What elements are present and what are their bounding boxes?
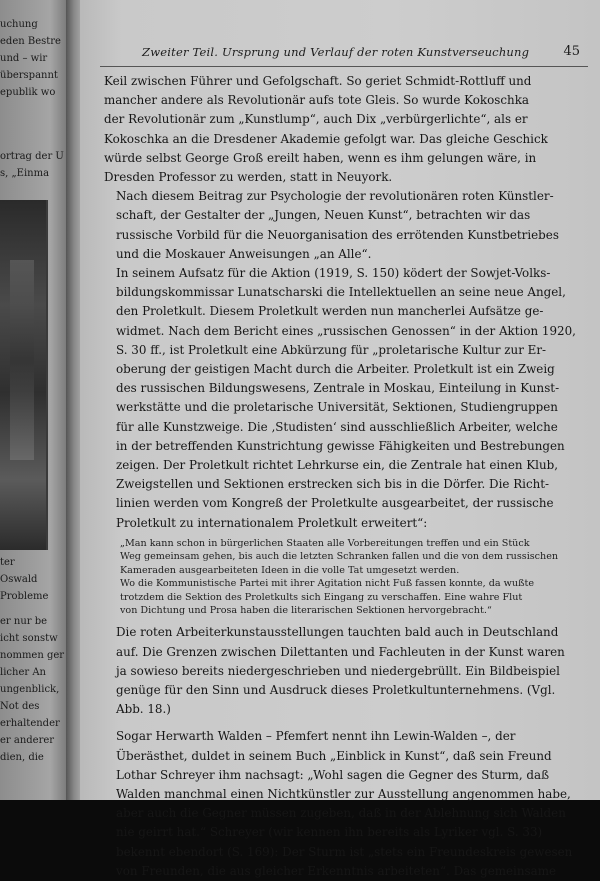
- left-page-line: überspannt: [0, 70, 58, 81]
- text-line: nie geirrt hat.“ Schreyer (wir kennen ihn bereits als Lyriker vgl. S. 33): [116, 825, 543, 840]
- left-page-photo: [0, 200, 48, 550]
- text-line: Zweigstellen und Sektionen erstrecken sich bis in die Dörfer. Die Richt-: [116, 477, 550, 492]
- page-body: [104, 72, 588, 881]
- left-page-line: er nur be: [0, 616, 48, 627]
- text-line: bildungskommissar Lunatscharski die Intellektuellen an seine neue Angel,: [116, 285, 566, 300]
- text-line: und die Moskauer Anweisungen „an Alle“.: [116, 246, 372, 261]
- text-line: Lothar Schreyer ihm nachsagt: „Wohl sagen die Gegner des Sturm, daß: [116, 767, 550, 782]
- left-page-line: ungenblick,: [0, 684, 60, 695]
- text-line: mancher andere als Revolutionär aufs tote Gleis. So wurde Kokoschka: [104, 93, 529, 108]
- text-line: Weg gemeinsam gehen, bis auch die letzten Schranken fallen und die von dem russischen: [120, 551, 559, 563]
- text-line: In seinem Aufsatz für die Aktion (1919, S. 150) ködert der Sowjet-Volks-: [116, 266, 551, 281]
- text-line: Walden manchmal einen Nichtkünstler zur Ausstellung angenommen habe,: [116, 786, 571, 801]
- left-page-line: er anderer: [0, 735, 55, 746]
- left-page-line: dien, die: [0, 752, 44, 763]
- text-line: Proletkult zu internationalem Proletkult erweitert“:: [116, 515, 428, 530]
- text-line: ja sowieso bereits niedergeschrieben und niedergebrüllt. Ein Bildbeispiel: [116, 663, 560, 678]
- left-page-line: Probleme: [0, 591, 49, 602]
- left-page-line: s, „Einma: [0, 168, 50, 179]
- text-line: auf. Die Grenzen zwischen Dilettanten und Fachleuten in der Kunst waren: [116, 644, 565, 659]
- left-page-line: uchung: [0, 19, 38, 30]
- text-line: linien werden vom Kongreß der Proletkulte ausgearbeitet, der russische: [116, 496, 554, 511]
- left-page-line: erhaltender: [0, 718, 60, 729]
- text-line: Die roten Arbeiterkunstausstellungen tauchten bald auch in Deutschland: [116, 625, 559, 640]
- text-line: Überästhet, duldet in seinem Buch „Einblick in Kunst“, daß sein Freund: [116, 748, 552, 763]
- left-page-line: ter: [0, 557, 15, 568]
- text-line: oberung der geistigen Macht durch die Arbeiter. Proletkult ist ein Zweig: [116, 362, 555, 377]
- paragraph-1: [104, 72, 588, 187]
- left-page-line: epublik wo: [0, 87, 56, 98]
- text-line: von Dichtung und Prosa haben die literarischen Sektionen hervorgebracht.“: [120, 604, 492, 616]
- text-line: Kameraden ausgearbeiteten Ideen in die volle Tat umgesetzt werden.: [120, 564, 460, 576]
- header-rule: [100, 66, 588, 67]
- text-line: für alle Kunstzweige. Die ‚Studisten‘ sind ausschließlich Arbeiter, welche: [116, 419, 558, 434]
- text-line: aber auch die Gegner müssen zugeben, daß in der Ablehnung sich Walden: [116, 806, 566, 821]
- text-line: zeigen. Der Proletkult richtet Lehrkurse ein, die Zentrale hat einen Klub,: [116, 458, 559, 473]
- text-line: von Freunden, die aus gleicher Erkenntnis arbeiteten“. Das gemeinsame: [116, 863, 557, 878]
- text-line: in der betreffenden Kunstrichtung gewisse Fähigkeiten und Bestrebungen: [116, 438, 565, 453]
- text-line: Sogar Herwarth Walden – Pfemfert nennt ihn Lewin-Walden –, der: [116, 729, 516, 744]
- left-facing-page: [0, 0, 72, 800]
- left-page-line: Oswald: [0, 574, 38, 585]
- text-line: Keil zwischen Führer und Gefolgschaft. So geriet Schmidt-Rottluff und: [104, 74, 532, 88]
- right-page: [80, 0, 600, 878]
- text-line: der Revolutionär zum „Kunstlump“, auch Dix „verbürgerlichte“, als er: [104, 112, 528, 127]
- text-line: russische Vorbild für die Neuorganisation des errötenden Kunstbetriebes: [116, 227, 559, 242]
- left-page-line: Not des: [0, 701, 40, 712]
- text-line: „Man kann schon in bürgerlichen Staaten alle Vorbereitungen treffen und ein Stück: [120, 537, 530, 549]
- text-line: widmet. Nach dem Bericht eines „russischen Genossen“ in der Aktion 1920,: [116, 323, 576, 338]
- left-page-line: icht sonstw: [0, 633, 58, 644]
- text-line: den Proletkult. Diesem Proletkult werden nun mancherlei Aufsätze ge-: [116, 304, 544, 319]
- text-line: genüge für den Sinn und Ausdruck dieses Proletkultunternehmens. (Vgl.: [116, 682, 556, 697]
- left-page-line: nommen ger: [0, 650, 65, 661]
- text-line: Kokoschka an die Dresdener Akademie gefolgt war. Das gleiche Geschick: [104, 131, 548, 146]
- paragraph-3: [104, 264, 588, 533]
- text-line: Wo die Kommunistische Partei mit ihrer Agitation nicht Fuß fassen konnte, da wußte: [120, 578, 535, 590]
- paragraph-5: [104, 727, 588, 881]
- text-line: bekennt ebendort (S. 169): Der Sturm ist „stets ein Freundeskreis gewesen: [116, 844, 573, 859]
- text-line: würde selbst George Groß ereilt haben, wenn es ihm gelungen wäre, in: [104, 150, 537, 165]
- left-page-line: ortrag der U: [0, 151, 64, 162]
- text-line: schaft, der Gestalter der „Jungen, Neuen Kunst“, betrachten wir das: [116, 208, 531, 223]
- running-header: Zweiter Teil. Ursprung und Verlauf der roten Kunstverseuchung: [142, 45, 530, 59]
- paragraph-4: [104, 623, 588, 719]
- text-line: Nach diesem Beitrag zur Psychologie der revolutionären roten Künstler-: [116, 189, 554, 204]
- paragraph-2: [104, 187, 588, 264]
- text-line: Abb. 18.): [116, 702, 171, 717]
- left-page-line: licher An: [0, 667, 46, 678]
- text-line: S. 30 ff., ist Proletkult eine Abkürzung für „proletarische Kultur zur Er-: [116, 342, 547, 357]
- page-number: 45: [563, 44, 580, 59]
- text-line: Dresden Professor zu werden, statt in Neuyork.: [104, 170, 393, 185]
- text-line: trotzdem die Sektion des Proletkults sich Eingang zu verschaffen. Eine wahre Flut: [120, 591, 523, 603]
- left-page-line: und – wir: [0, 53, 48, 64]
- block-quote: [120, 537, 588, 617]
- left-page-line: eden Bestre: [0, 36, 61, 47]
- text-line: werkstätte und die proletarische Universität, Sektionen, Studiengruppen: [116, 400, 558, 415]
- text-line: des russischen Bildungswesens, Zentrale in Moskau, Einteilung in Kunst-: [116, 381, 560, 396]
